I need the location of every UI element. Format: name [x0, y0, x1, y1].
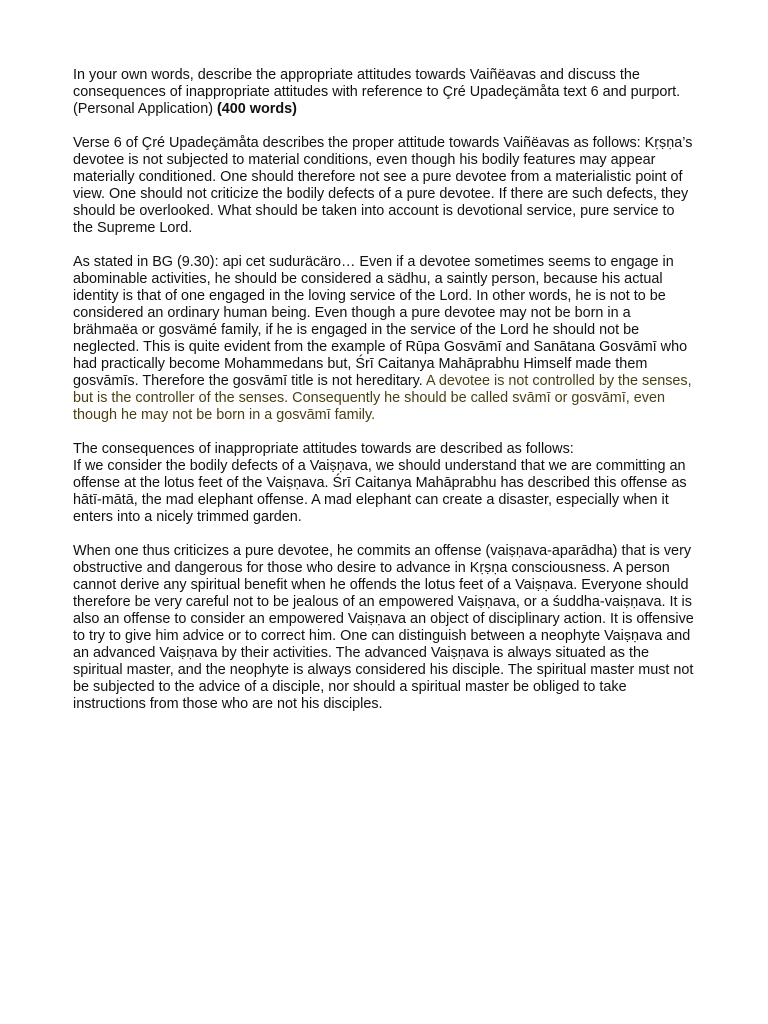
criticism-paragraph: When one thus criticizes a pure devotee, he commits an offense (vaiṣṇava-aparādha) that is very obstructive and dangerous for those who desire to advance in Kṛṣṇa consciousness. A person cannot derive any spiritual benefit when he offends the lotus feet of a Vaiṣṇava. Everyone should therefore be very careful not to be jealous of an empowered Vaiṣṇava, or a śuddha-vaiṣṇava. It is also an offense to consider an empowered Vaiṣṇava an object of disciplinary action. It is offensive to try to give him advice or to correct him. One can distinguish between a neophyte Vaiṣṇava and an advanced Vaiṣṇava by their activities. The advanced Vaiṣṇava is always situated as the spiritual master, and the neophyte is always considered his disciple. The spiritual master must not be subjected to the advice of a disciple, nor should a spiritual master be obliged to take instructions from those who are not his disciples.	[73, 543, 694, 712]
question-text: In your own words, describe the appropriate attitudes towards Vaiñëavas and discuss the consequences of inappropriate attitudes with reference to Çré Upadeçämåta text 6 and purport. (Personal Application)	[73, 67, 681, 117]
word-limit: (400 words)	[216, 101, 297, 117]
verse6-paragraph: Verse 6 of Çré Upadeçämåta describes the proper attitude towards Vaiñëavas as follows: Kṛṣṇa’s devotee is not subjected to material conditions, even though his bodily features may appear materially conditioned. One should therefore not see a pure devotee from a materialistic point of view. One should not criticize the bodily defects of a pure devotee. If there are such defects, they should be overlooked. What should be taken into account is devotional service, pure service to the Supreme Lord.	[73, 135, 693, 236]
document-body	[73, 67, 698, 713]
question-paragraph	[73, 67, 698, 118]
consequences-body: If we consider the bodily defects of a Vaiṣṇava, we should understand that we are committing an offense at the lotus feet of the Vaiṣṇava. Śrī Caitanya Mahāprabhu has described this offense as hātī-mātā, the mad elephant offense. A mad elephant can create a disaster, especially when it enters into a nicely trimmed garden.	[73, 458, 687, 525]
consequences-paragraph	[73, 441, 698, 526]
bg-main-text: As stated in BG (9.30): api cet suduräcäro… Even if a devotee sometimes seems to engage in abominable activities, he should be considered a sädhu, a saintly person, because his actual identity is that of one engaged in the loving service of the Lord. In other words, he is not to be considered an ordinary human being. Even though a pure devotee may not be born in a brähmaëa or gosvämé family, if he is engaged in the service of the Lord he should not be neglected. This is quite evident from the example of Rūpa Gosvāmī and Sanātana Gosvāmī who had practically become Mohammedans but, Śrī Caitanya Mahāprabhu Himself made them gosvāmīs. Therefore the gosvāmī title is not hereditary.	[73, 254, 688, 389]
bg-paragraph	[73, 254, 698, 424]
consequences-intro: The consequences of inappropriate attitudes towards are described as follows:	[73, 441, 574, 457]
bg-highlight-text: A devotee is not controlled by the senses, but is the controller of the senses. Consequently he should be called svāmī or gosvāmī, even though he may not be born in a gosvāmī family.	[73, 373, 692, 423]
